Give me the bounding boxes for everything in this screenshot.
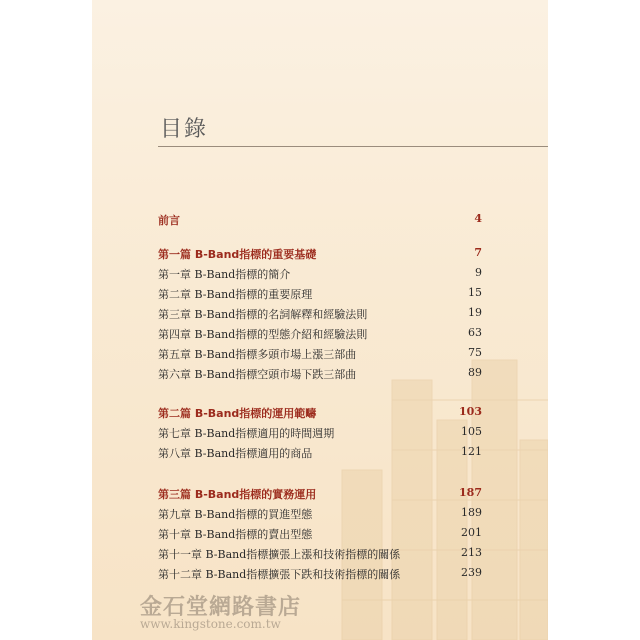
toc-entry-page: 75 (468, 346, 482, 359)
toc-entry-page: 7 (474, 246, 482, 259)
watermark-url: www.kingstone.com.tw (140, 617, 281, 631)
toc-entry[interactable] (158, 306, 482, 326)
toc-entry-page: 4 (474, 212, 482, 225)
toc-entry-page: 187 (459, 486, 482, 499)
toc-entry-page: 9 (475, 266, 482, 279)
toc-entry-label: 第一章 B-Band指標的簡介 (158, 268, 291, 281)
toc-entry-page: 103 (459, 405, 482, 418)
toc-entry-label: 第二篇 B-Band指標的運用範疇 (158, 407, 317, 420)
toc-entry[interactable] (158, 566, 482, 586)
toc-entry-label: 第十二章 B-Band指標擴張下跌和技術指標的關係 (158, 568, 401, 581)
toc-entry[interactable] (158, 486, 482, 506)
toc-entry-label: 第十一章 B-Band指標擴張上漲和技術指標的關係 (158, 548, 401, 561)
book-page (92, 0, 548, 640)
toc-entry-page: 19 (468, 306, 482, 319)
toc-entry-label: 第五章 B-Band指標多頭市場上漲三部曲 (158, 348, 357, 361)
toc-entry-label: 第二章 B-Band指標的重要原理 (158, 288, 313, 301)
toc-entry-page: 63 (468, 326, 482, 339)
toc-entry-label: 第八章 B-Band指標適用的商品 (158, 447, 313, 460)
toc-entry[interactable] (158, 405, 482, 425)
toc-entry-label: 第三章 B-Band指標的名詞解釋和經驗法則 (158, 308, 368, 321)
toc-entry[interactable] (158, 326, 482, 346)
toc-entry-label: 第三篇 B-Band指標的實務運用 (158, 488, 317, 501)
toc-entry[interactable] (158, 212, 482, 232)
toc-title: 目錄 (160, 117, 209, 142)
toc-entry-page: 201 (461, 526, 482, 539)
toc-entry[interactable] (158, 526, 482, 546)
toc-entry-label: 第一篇 B-Band指標的重要基礎 (158, 248, 317, 261)
toc-entry[interactable] (158, 425, 482, 445)
toc-entry-page: 15 (468, 286, 482, 299)
toc-entry-label: 第十章 B-Band指標的賣出型態 (158, 528, 313, 541)
toc-entry[interactable] (158, 506, 482, 526)
toc-entry-label: 第九章 B-Band指標的買進型態 (158, 508, 313, 521)
toc-entry-label: 第四章 B-Band指標的型態介紹和經驗法則 (158, 328, 368, 341)
toc-entry-label: 第七章 B-Band指標適用的時間週期 (158, 427, 335, 440)
toc-entry-page: 239 (461, 566, 482, 579)
toc-entry-label: 前言 (158, 214, 180, 227)
toc-entry-page: 189 (461, 506, 482, 519)
toc-entry-label: 第六章 B-Band指標空頭市場下跌三部曲 (158, 368, 357, 381)
toc-entry[interactable] (158, 266, 482, 286)
toc-entry[interactable] (158, 346, 482, 366)
toc-entry-page: 213 (461, 546, 482, 559)
toc-entry[interactable] (158, 546, 482, 566)
toc-entry-page: 121 (461, 445, 482, 458)
watermark-store-name: 金石堂網路書店 (140, 594, 302, 620)
toc-entry-page: 89 (468, 366, 482, 379)
toc-entry[interactable] (158, 445, 482, 465)
toc-entry-page: 105 (461, 425, 482, 438)
toc-entry[interactable] (158, 366, 482, 386)
title-divider (158, 146, 548, 147)
toc-entry[interactable] (158, 246, 482, 266)
toc-entry[interactable] (158, 286, 482, 306)
